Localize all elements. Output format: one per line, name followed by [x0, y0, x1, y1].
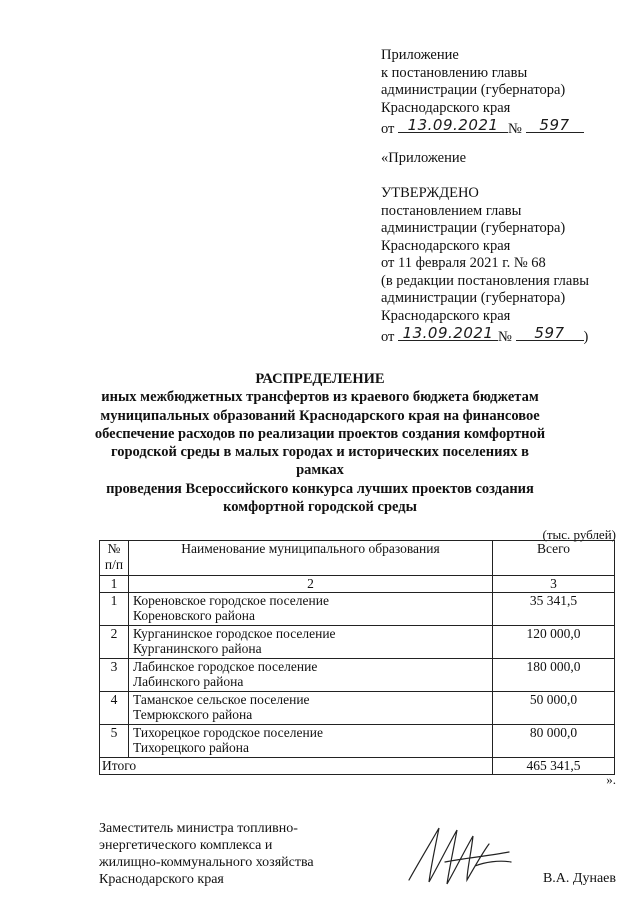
row-number: 2	[100, 625, 129, 658]
signatory-line: энергетического комплекса и	[99, 838, 273, 853]
handwritten-number: 597	[539, 115, 570, 134]
row-name	[129, 658, 493, 691]
date-blank	[398, 325, 498, 341]
row-name-line: Кореновского района	[133, 608, 255, 623]
spacer	[381, 168, 589, 186]
signatory-line: Заместитель министра топливно-	[99, 821, 298, 836]
signatory-line: Краснодарского края	[99, 872, 224, 887]
row-name-line: Лабинское городское поселение	[133, 658, 318, 674]
header-num-top: №	[107, 541, 121, 556]
document-title	[88, 370, 552, 516]
row-value: 80 000,0	[493, 724, 615, 757]
title-line: комфортной городской среды	[223, 499, 417, 516]
title-heading: РАСПРЕДЕЛЕНИЕ	[255, 371, 385, 387]
row-name-line: Лабинского района	[133, 674, 244, 689]
no-label: №	[508, 121, 522, 137]
approved-intro: «Приложение	[381, 150, 467, 166]
row-name	[129, 724, 493, 757]
header-name: Наименование муниципального образования	[129, 541, 493, 576]
row-name-line: Таманское сельское поселение	[133, 691, 310, 707]
row-value: 50 000,0	[493, 691, 615, 724]
col-number: 3	[493, 576, 615, 593]
table-row	[100, 592, 615, 625]
total-row	[100, 757, 615, 774]
column-numbers-row	[100, 576, 615, 593]
title-line: проведения Всероссийского конкурса лучших проектов создания	[106, 480, 534, 497]
no-label: №	[498, 329, 512, 345]
approved-date-line	[381, 325, 589, 347]
row-name-line: Курганинское городское поселение	[133, 625, 336, 641]
title-line: городской среды в малых городах и исторических поселениях в рамках	[111, 444, 529, 479]
handwritten-date: 13.09.2021	[402, 323, 494, 342]
ot-label: от	[381, 329, 395, 345]
row-name	[129, 592, 493, 625]
approved-line: (в редакции постановления главы	[381, 272, 589, 289]
table-row	[100, 691, 615, 724]
header-num	[100, 541, 129, 576]
table-row	[100, 658, 615, 691]
row-number: 4	[100, 691, 129, 724]
header-block	[381, 47, 584, 139]
row-number: 5	[100, 724, 129, 757]
col-number: 2	[129, 576, 493, 593]
header-line: к постановлению главы	[381, 64, 528, 81]
row-name-line: Кореновское городское поселение	[133, 592, 329, 608]
header-line: Краснодарского края	[381, 99, 511, 116]
title-line: иных межбюджетных трансфертов из краевого бюджета бюджетам	[101, 389, 539, 406]
row-name	[129, 691, 493, 724]
row-value: 120 000,0	[493, 625, 615, 658]
approved-line: Краснодарского края	[381, 307, 511, 324]
approved-line: администрации (губернатора)	[381, 220, 566, 236]
row-value: 35 341,5	[493, 592, 615, 625]
total-value: 465 341,5	[493, 757, 615, 774]
header-total: Всего	[493, 541, 615, 576]
handwritten-signature-icon	[405, 822, 515, 894]
table-row	[100, 724, 615, 757]
distribution-table	[99, 540, 615, 775]
header-date-line	[381, 117, 584, 139]
approved-line: администрации (губернатора)	[381, 290, 566, 306]
handwritten-date: 13.09.2021	[407, 115, 499, 134]
table-header-row	[100, 541, 615, 576]
approved-stamp: УТВЕРЖДЕНО	[381, 185, 479, 201]
closing-quote: ».	[606, 772, 616, 787]
signatory-name: В.А. Дунаев	[542, 871, 616, 886]
col-number: 1	[100, 576, 129, 593]
header-num-bottom: п/п	[104, 556, 124, 572]
title-line: муниципальных образований Краснодарского края на финансовое	[100, 407, 540, 424]
row-name-line: Тихорецкого района	[133, 740, 249, 755]
row-name	[129, 625, 493, 658]
approved-line: постановлением главы	[381, 202, 522, 219]
number-blank	[526, 117, 584, 133]
date-blank	[398, 117, 508, 133]
handwritten-number: 597	[534, 323, 565, 342]
close-paren: )	[583, 329, 589, 345]
title-line: обеспечение расходов по реализации проектов создания комфортной	[94, 425, 546, 442]
ot-label: от	[381, 121, 395, 137]
row-number: 1	[100, 592, 129, 625]
header-line: Приложение	[381, 47, 459, 63]
number-blank	[516, 325, 584, 341]
signatory-title	[99, 820, 314, 888]
approved-block	[381, 150, 589, 347]
header-line: администрации (губернатора)	[381, 82, 566, 98]
units-label: (тыс. рублей)	[542, 527, 616, 542]
approved-line: от 11 февраля 2021 г. № 68	[381, 255, 546, 271]
row-value: 180 000,0	[493, 658, 615, 691]
table-row	[100, 625, 615, 658]
row-number: 3	[100, 658, 129, 691]
signatory-line: жилищно-коммунального хозяйства	[99, 855, 314, 870]
row-name-line: Темрюкского района	[133, 707, 253, 722]
approved-line: Краснодарского края	[381, 237, 511, 254]
total-label: Итого	[100, 757, 493, 774]
row-name-line: Курганинского района	[133, 641, 262, 656]
row-name-line: Тихорецкое городское поселение	[133, 724, 323, 740]
